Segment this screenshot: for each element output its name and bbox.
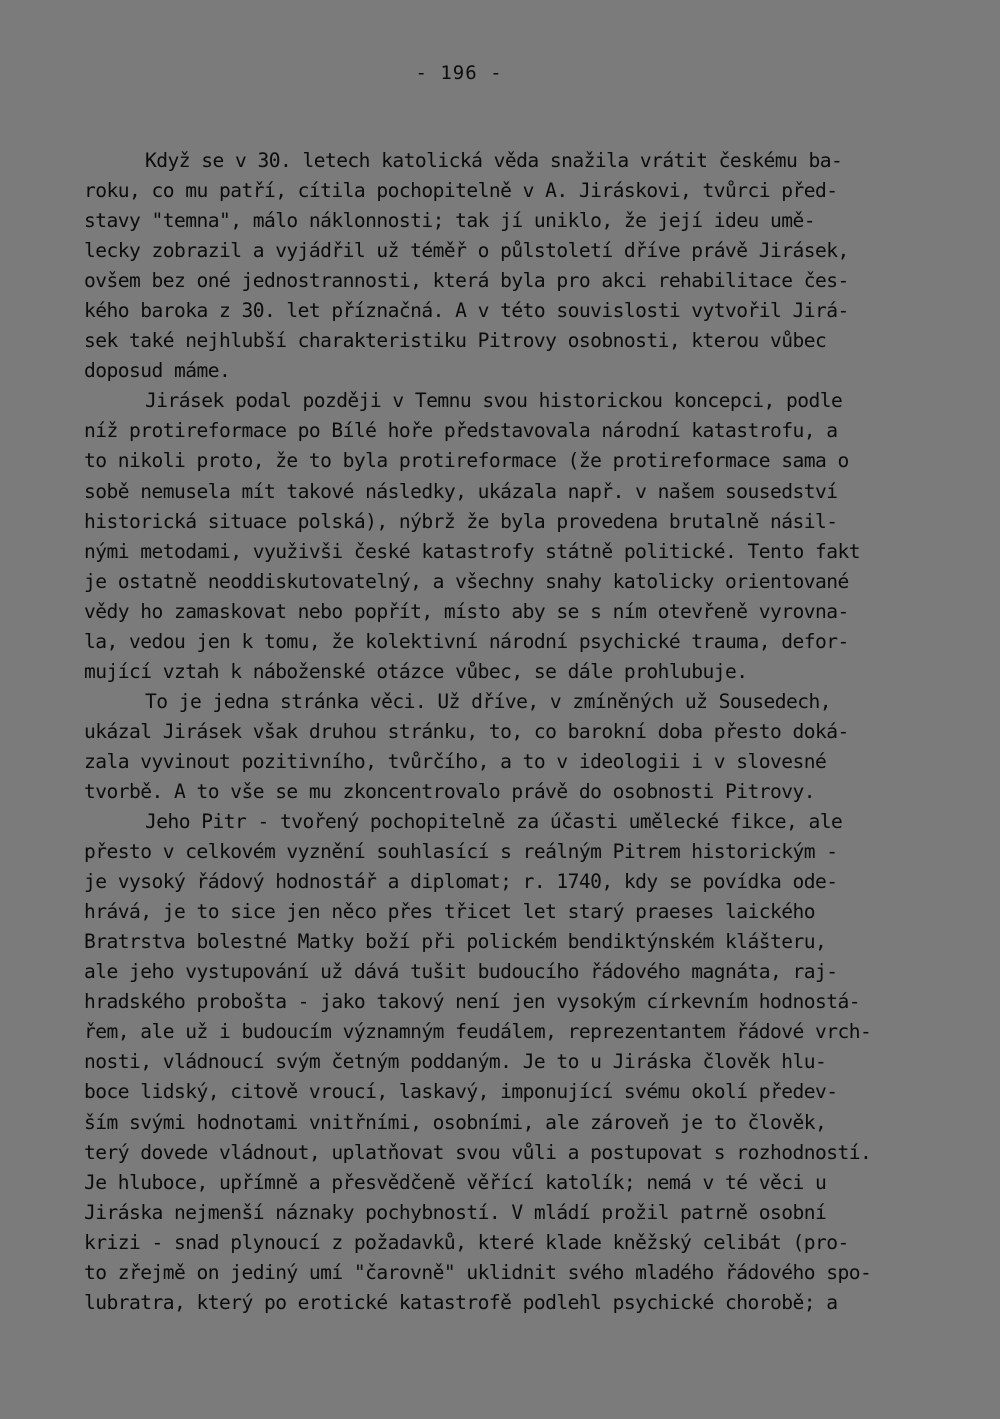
- text-line: je vysoký řádový hodnostář a diplomat; r. 1740, kdy se povídka ode-: [84, 870, 838, 894]
- text-line: to nikoli proto, že to byla protireformace (že protireformace sama o: [84, 449, 849, 473]
- text-line: ším svými hodnotami vnitřními, osobními, ale zároveň je to člověk,: [84, 1110, 827, 1134]
- text-line: to zřejmě on jediný umí "čarovně" uklidnit svého mladého řádového spo-: [84, 1260, 872, 1284]
- text-line: To je jedna stránka věci. Už dříve, v zmíněných už Sousedech,: [145, 689, 832, 713]
- text-line: Když se v 30. letech katolická věda snažila vrátit českému ba-: [145, 149, 843, 172]
- text-line: lecky zobrazil a vyjádřil už téměř o půlstoletí dříve právě Jirásek,: [84, 239, 849, 263]
- text-line: Jirásek podal později v Temnu svou historickou koncepci, podle: [145, 389, 843, 413]
- text-line: hrává, je to sice jen něco přes třicet let starý praeses laického: [84, 900, 816, 924]
- text-line: historická situace polská), nýbrž že byla provedena brutalně násil-: [84, 509, 838, 533]
- text-line: stavy "temna", málo náklonnosti; tak jí uniklo, že její ideu umě-: [84, 209, 816, 233]
- text-line: ovšem bez oné jednostrannosti, která byla pro akci rehabilitace čes-: [84, 269, 849, 293]
- text-line: boce lidský, citově vroucí, laskavý, imponující svému okolí předev-: [84, 1080, 838, 1104]
- text-line: řem, ale už i budoucím významným feudálem, reprezentantem řádové vrch-: [84, 1020, 872, 1044]
- text-line: hradského probošta - jako takový není jen vysokým církevním hodnostá-: [84, 990, 861, 1014]
- text-line: la, vedou jen k tomu, že kolektivní národní psychické trauma, defor-: [84, 629, 849, 653]
- text-line: ale jeho vystupování už dává tušit budoucího řádového magnáta, raj-: [84, 960, 838, 984]
- text-line: tvorbě. A to vše se mu zkoncentrovalo právě do osobnosti Pitrovy.: [84, 779, 816, 803]
- text-line: zala vyvinout pozitivního, tvůrčího, a to v ideologii i v slovesné: [84, 749, 827, 773]
- text-line: přesto v celkovém vyznění souhlasící s reálným Pitrem historickým -: [84, 840, 838, 864]
- text-line: vědy ho zamaskovat nebo popřít, místo aby se s ním otevřeně vyrovna-: [84, 599, 849, 623]
- text-line: Jiráska nejmenší náznaky pochybností. V mládí prožil patrně osobní: [84, 1200, 827, 1224]
- text-line: doposud máme.: [84, 359, 231, 383]
- text-line: roku, co mu patří, cítila pochopitelně v A. Jiráskovi, tvůrci před-: [84, 179, 838, 203]
- text-line: kého baroka z 30. let příznačná. A v této souvislosti vytvořil Jirá-: [84, 299, 849, 323]
- text-line: mující vztah k náboženské otázce vůbec, se dále prohlubuje.: [84, 659, 748, 683]
- page-number: - 196 -: [415, 62, 503, 84]
- text-line: sobě nemusela mít takové následky, ukázala např. v našem sousedství: [84, 479, 838, 503]
- text-line: lubratra, který po erotické katastrofě podlehl psychické chorobě; a: [84, 1290, 838, 1314]
- text-line: Je hluboce, upřímně a přesvědčeně věřící katolík; nemá v té věci u: [84, 1170, 827, 1194]
- body-text: [84, 146, 924, 1318]
- text-line: je ostatně neoddiskutovatelný, a všechny snahy katolicky orientované: [84, 569, 849, 593]
- text-line: nými metodami, využivši české katastrofy státně politické. Tento fakt: [84, 539, 861, 563]
- text-line: sek také nejhlubší charakteristiku Pitrovy osobnosti, kterou vůbec: [84, 329, 827, 353]
- text-line: krizi - snad plynoucí z požadavků, které klade kněžský celibát (pro-: [84, 1230, 849, 1254]
- text-line: nosti, vládnoucí svým četným poddaným. Je to u Jiráska člověk hlu-: [84, 1050, 827, 1074]
- text-line: ukázal Jirásek však druhou stránku, to, co barokní doba přesto doká-: [84, 719, 849, 743]
- text-line: Jeho Pitr - tvořený pochopitelně za účasti umělecké fikce, ale: [145, 810, 843, 834]
- text-line: terý dovede vládnout, uplatňovat svou vůli a postupovat s rozhodností.: [84, 1140, 872, 1164]
- text-line: níž protireformace po Bílé hoře představovala národní katastrofu, a: [84, 419, 838, 443]
- text-line: Bratrstva bolestné Matky boží při polickém bendiktýnském klášteru,: [84, 930, 827, 954]
